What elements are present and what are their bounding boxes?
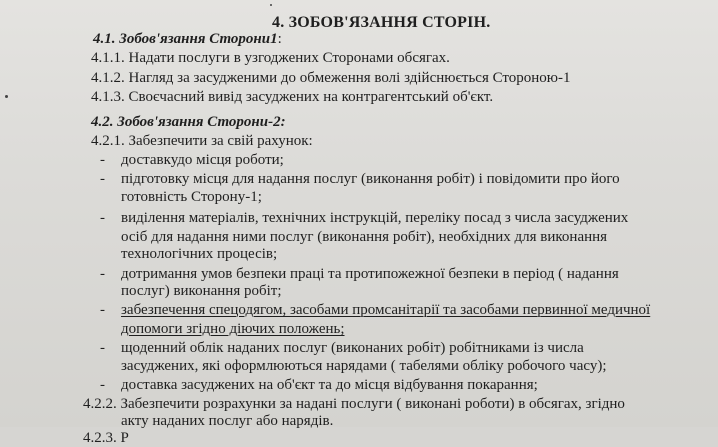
bullet-line-underlined: допомоги згідно діючих положень; (121, 321, 345, 337)
clause-4-2-2-continued: акту наданих послуг або нарядів. (121, 413, 334, 429)
clause-4-2-1: 4.2.1. Забезпечити за свій рахунок: (91, 133, 313, 149)
bullet-dash: - (100, 266, 105, 282)
bullet-line-continued: готовність Сторону-1; (121, 189, 262, 205)
bullet-dash: - (100, 210, 105, 226)
bullet-line: доставка засуджених на об'єкт та до місця відбування покарання; (121, 377, 538, 393)
bullet-line: виділення матеріалів, технічних інструкцій, переліку посад з числа засуджених (121, 210, 629, 226)
bullet-dash: - (100, 302, 105, 318)
section-heading-4-2: 4.2. Зобов'язання Сторони-2: (91, 114, 286, 130)
clause-4-2-2: 4.2.2. Забезпечити розрахунки за надані послуги ( виконані роботи) в обсягах, згідно (83, 396, 625, 412)
section-title: 4. ЗОБОВ'ЯЗАННЯ СТОРІН. (272, 14, 491, 31)
clause-4-2-3-cut: 4.2.3. Р (83, 430, 129, 446)
bullet-dash: - (100, 152, 105, 168)
bullet-line: дотримання умов безпеки праці та протипожежної безпеки в період ( надання (121, 266, 619, 282)
bullet-line-underlined: забезпечення спецодягом, засобами промсанітарії та засобами первинної медичної (121, 302, 651, 318)
bullet-line: щоденний облік наданих послуг (виконаних робіт) робітниками із числа (121, 340, 584, 356)
bullet-dash: - (100, 171, 105, 187)
speck-mark (270, 4, 272, 6)
bullet-line-continued: засуджених, які оформлюються нарядами ( табелями обліку робочого часу); (121, 358, 607, 374)
heading-colon: : (277, 31, 282, 47)
bullet-line: підготовку місця для надання послуг (виконання робіт) і повідомити про його (121, 171, 620, 187)
clause-4-1-2: 4.1.2. Нагляд за засудженими до обмеження волі здійснюється Стороною-1 (91, 70, 571, 86)
bullet-line-continued: осіб для надання ними послуг (виконання робіт), необхідних для виконання (121, 229, 608, 245)
clause-4-1-3: 4.1.3. Своєчасний вивід засуджених на контрагентський об'єкт. (91, 89, 494, 105)
bullet-line-continued: послуг) виконання робіт; (121, 283, 282, 299)
bullet-dash: - (100, 377, 105, 393)
bullet-line: доставкудо місця роботи; (121, 152, 284, 168)
bullet-dash: - (100, 340, 105, 356)
clause-4-1-1: 4.1.1. Надати послуги в узгоджених Сторонами обсягах. (91, 50, 450, 66)
speck-mark (5, 95, 8, 98)
section-heading-4-1 (93, 31, 282, 48)
heading-text: 4.1. Зобов'язання Сторони1 (93, 31, 278, 47)
bullet-line-continued: технологічних процесів; (121, 246, 278, 262)
